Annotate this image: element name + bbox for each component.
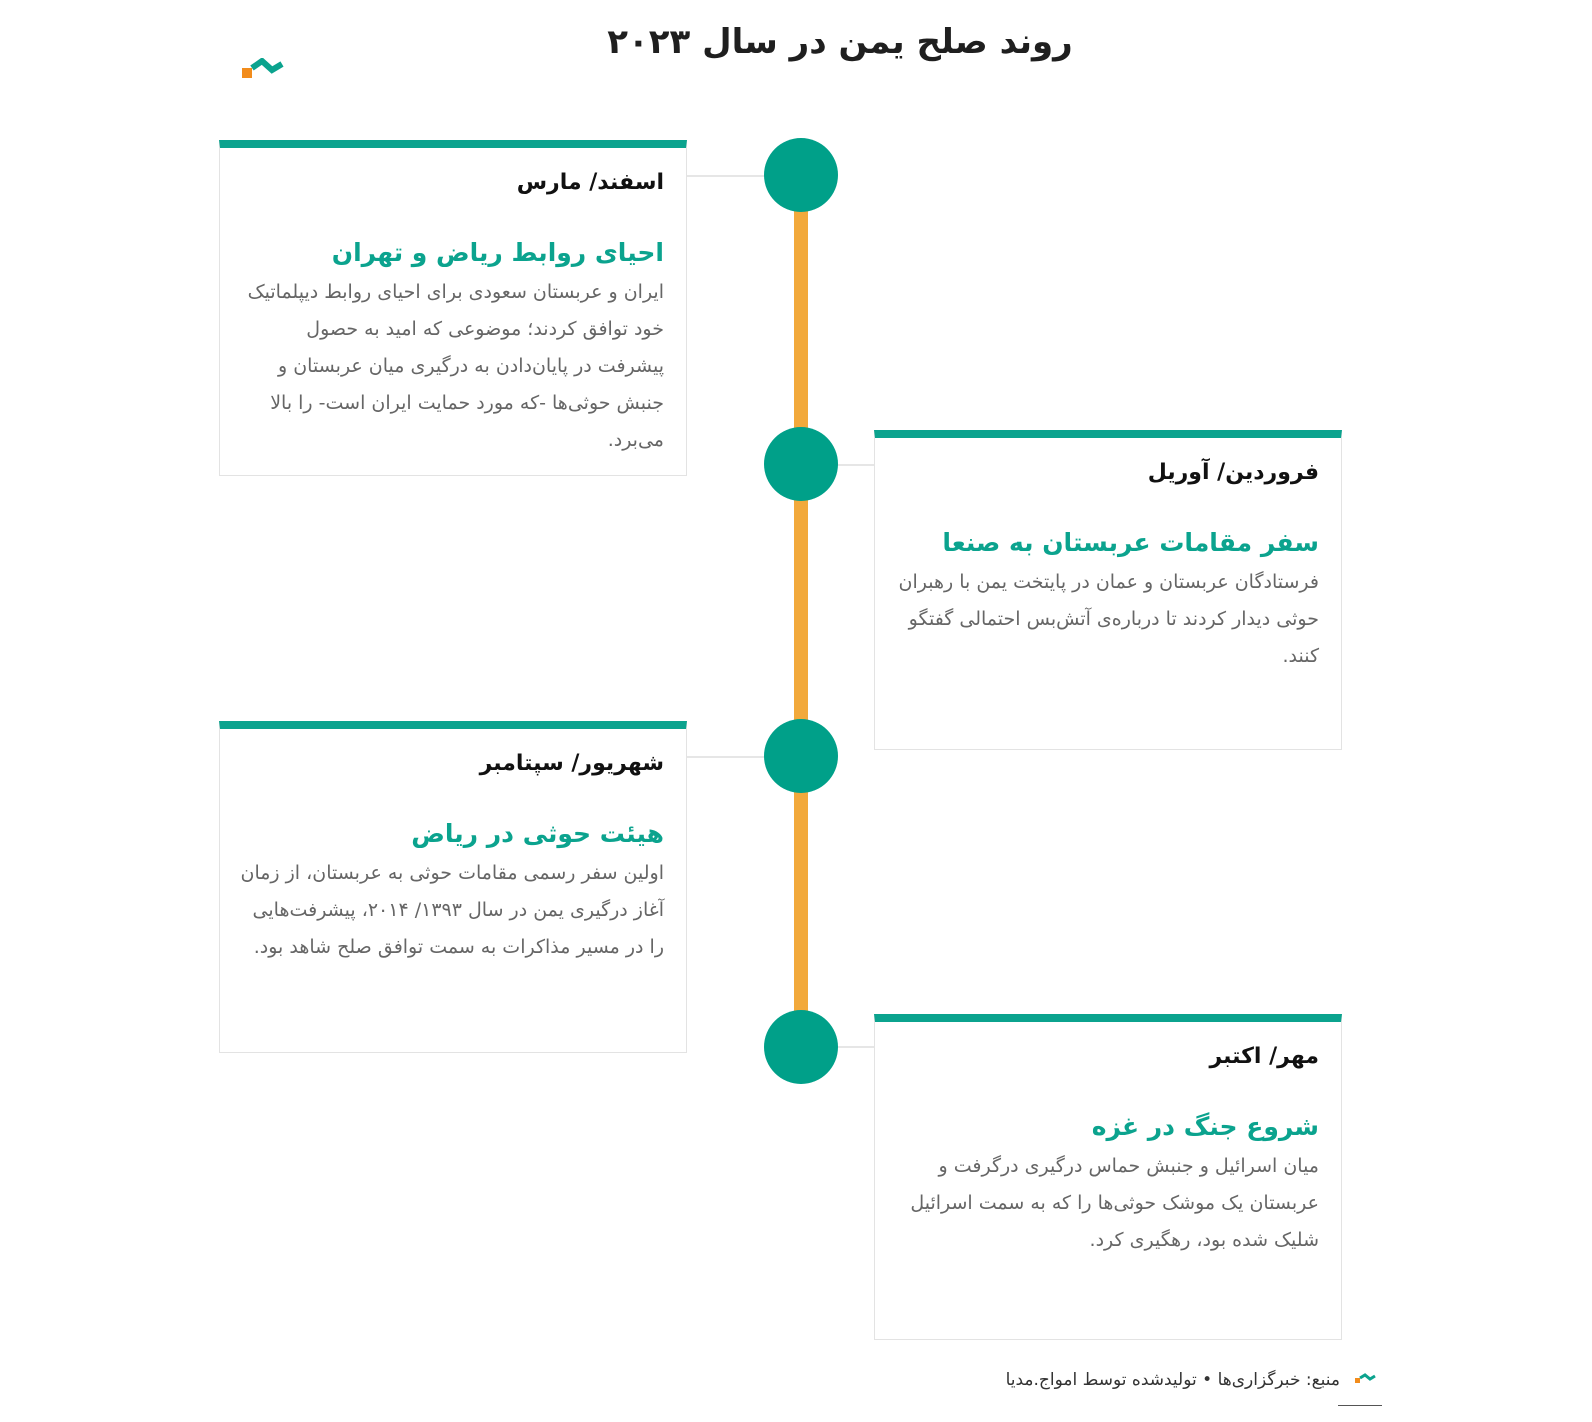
footer-divider	[1338, 1405, 1382, 1406]
timeline-node-september	[764, 719, 838, 793]
source-footer: منبع: خبرگزاری‌ها • تولیدشده توسط امواج.مدیا	[1005, 1370, 1340, 1390]
timeline-node-april	[764, 427, 838, 501]
event-body: فرستادگان عربستان و عمان در پایتخت یمن با رهبران حوثی دیدار کردند تا درباره‌ی آتش‌بس احتمالی گفتگو کنند.	[898, 571, 1319, 667]
event-heading: احیای روابط ریاض و تهران	[331, 238, 664, 267]
amwaj-small-logo-icon	[1354, 1373, 1376, 1385]
event-heading: هیئت حوثی در ریاض	[411, 819, 664, 848]
connector-4	[836, 1046, 876, 1048]
event-card-april	[874, 430, 1342, 750]
event-card-march	[219, 140, 687, 476]
connector-1	[687, 175, 767, 177]
event-date: شهریور/ سپتامبر	[479, 751, 664, 776]
event-body: میان اسرائیل و جنبش حماس درگیری درگرفت و عربستان یک موشک حوثی‌ها را که به سمت اسرائیل شلیک شده بود، رهگیری کرد.	[910, 1155, 1319, 1251]
event-body: اولین سفر رسمی مقامات حوثی به عربستان، از زمان آغاز درگیری یمن در سال ۱۳۹۳/ ۲۰۱۴، پیشرفت‌هایی را در مسیر مذاکرات به سمت توافق صلح شاهد بود.	[240, 862, 664, 958]
event-date: اسفند/ مارس	[516, 170, 664, 195]
event-body: ایران و عربستان سعودی برای احیای روابط دیپلماتیک خود توافق کردند؛ موضوعی که امید به حصول پیشرفت در پایان‌دادن به درگیری میان عربستان و جنبش حوثی‌ها -که مورد حمایت ایران است- را بالا می‌برد.	[247, 281, 664, 451]
event-heading: سفر مقامات عربستان به صنعا	[942, 528, 1319, 557]
event-card-september	[219, 721, 687, 1053]
amwaj-logo-icon	[240, 58, 284, 82]
event-date: فروردین/ آوریل	[1147, 460, 1319, 485]
event-heading: شروع جنگ در غزه	[1091, 1112, 1319, 1141]
timeline-node-march	[764, 138, 838, 212]
page-title: روند صلح یمن در سال ۲۰۲۳	[607, 22, 1073, 62]
connector-3	[687, 756, 767, 758]
connector-2	[836, 464, 876, 466]
timeline-line	[794, 180, 808, 1060]
event-card-october	[874, 1014, 1342, 1340]
event-date: مهر/ اکتبر	[1209, 1044, 1319, 1069]
timeline-node-october	[764, 1010, 838, 1084]
